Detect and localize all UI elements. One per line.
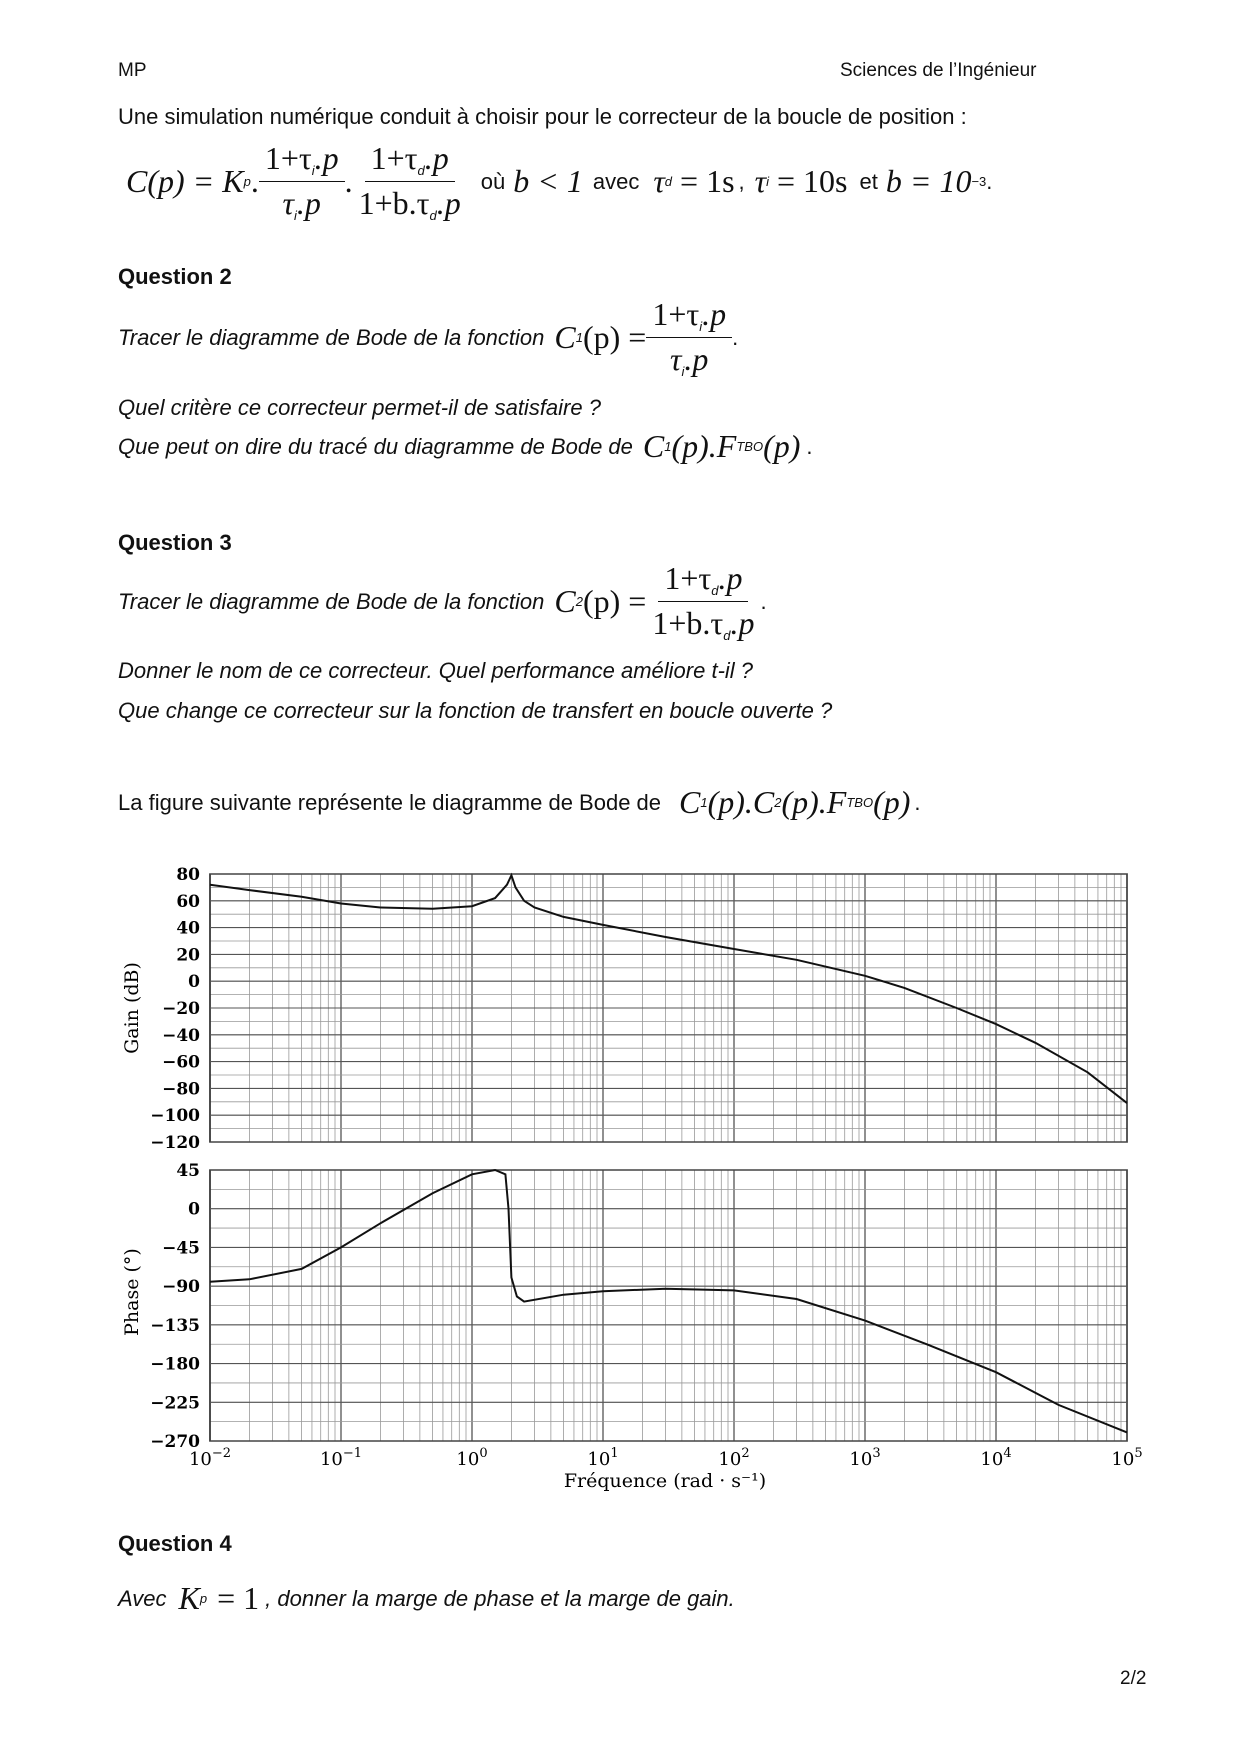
gain-tick-label: 60 (176, 891, 200, 912)
phase-y-axis-label: Phase (°) (121, 1248, 143, 1336)
phase-grid (210, 1170, 1127, 1441)
gain-tick-label: 80 (176, 865, 200, 885)
intro-text: Une simulation numérique conduit à choisir pour le correcteur de la boucle de position : (118, 104, 967, 129)
fraction-lead: $\frac{1+\tau_d.p}{1+b.\tau_d.p}$ (358, 140, 461, 223)
question-3-line-3: Que change ce correcteur sur la fonction de transfert en boucle ouverte ? (118, 698, 833, 723)
phase-tick-label: −45 (162, 1238, 200, 1259)
fraction-c2: $\frac{1+\tau_d.p}{1+b.\tau_d.p}$ (652, 560, 755, 643)
x-tick-label: $10^2$ (718, 1446, 750, 1470)
question-3-title: Question 3 (118, 530, 232, 555)
gain-tick-label: −120 (150, 1133, 200, 1153)
x-tick-label: $10^{-2}$ (188, 1446, 232, 1470)
gain-tick-label: −20 (162, 999, 200, 1019)
gain-y-axis-label: Gain (dB) (121, 962, 143, 1054)
gain-tick-label: −60 (162, 1052, 200, 1073)
fraction-integral: $\frac{1+\tau_i.p}{\tau_i.p}$ (259, 140, 345, 223)
question-3-statement: Tracer le diagramme de Bode de la fonction C 2 (p) = $\frac{1+\tau_d.p}{1+b.\tau_d.p}$ . (118, 560, 767, 643)
question-3-line-2: Donner le nom de ce correcteur. Quel performance améliore t-il ? (118, 658, 754, 683)
phase-tick-label: −225 (150, 1393, 200, 1414)
header-right: Sciences de l’Ingénieur (840, 60, 1037, 81)
question-2-line-2: Quel critère ce correcteur permet-il de satisfaire ? (118, 395, 601, 420)
gain-y-ticks (150, 865, 200, 1153)
x-tick-label: $10^3$ (849, 1446, 881, 1470)
x-tick-label: $10^1$ (587, 1446, 619, 1470)
gain-tick-label: 0 (188, 972, 200, 993)
x-tick-label: $10^4$ (980, 1446, 1012, 1470)
phase-tick-label: 45 (176, 1161, 200, 1181)
question-2-line-3: Que peut on dire du tracé du diagramme de Bode de C 1 (p).F TBO (p) . (118, 428, 813, 464)
x-tick-label: $10^0$ (456, 1446, 488, 1470)
phase-tick-label: −270 (150, 1432, 200, 1452)
phase-curve (210, 1170, 1127, 1432)
gain-tick-label: −40 (162, 1025, 200, 1046)
gain-tick-label: −80 (162, 1079, 200, 1100)
formula-lhs: C(p) = K (126, 163, 244, 199)
phase-tick-label: 0 (188, 1199, 200, 1220)
gain-curve (210, 875, 1127, 1103)
header-left: MP (118, 60, 147, 81)
question-4-statement: Avec K p = 1 , donner la marge de phase et la marge de gain. (118, 1580, 735, 1616)
phase-tick-label: −90 (162, 1277, 200, 1298)
phase-tick-label: −180 (150, 1354, 200, 1375)
gain-tick-label: 40 (176, 918, 200, 939)
corrector-formula: C(p) = K p . $\frac{1+\tau_i.p}{\tau_i.p}$ . $\frac{1+\tau_d.p}{1+b.\tau_d.p}$ où b < 1 avec τ d = 1s , τ i = 10s et b = 10 −3 . (126, 140, 993, 223)
x-tick-label: $10^{-1}$ (319, 1446, 363, 1470)
figure-intro: La figure suivante représente le diagramme de Bode de C 1 (p).C 2 (p).F TBO (p) . (118, 784, 921, 820)
phase-tick-label: −135 (150, 1315, 200, 1336)
page-number: 2/2 (1120, 1668, 1147, 1689)
question-4-title: Question 4 (118, 1531, 232, 1556)
x-tick-label: $10^5$ (1111, 1446, 1143, 1470)
gain-tick-label: 20 (176, 945, 200, 966)
question-2-title: Question 2 (118, 264, 232, 289)
fraction-c1: $\frac{1+\tau_i.p}{\tau_i.p}$ (646, 296, 732, 379)
gain-grid (210, 874, 1127, 1142)
question-2-statement: Tracer le diagramme de Bode de la fonction C 1 (p) = $\frac{1+\tau_i.p}{\tau_i.p}$ . (118, 296, 739, 379)
x-axis-label: Fréquence (rad · s⁻¹) (563, 1470, 767, 1492)
x-ticks (189, 1446, 1143, 1470)
gain-tick-label: −100 (150, 1106, 200, 1127)
phase-y-ticks (150, 1161, 200, 1452)
